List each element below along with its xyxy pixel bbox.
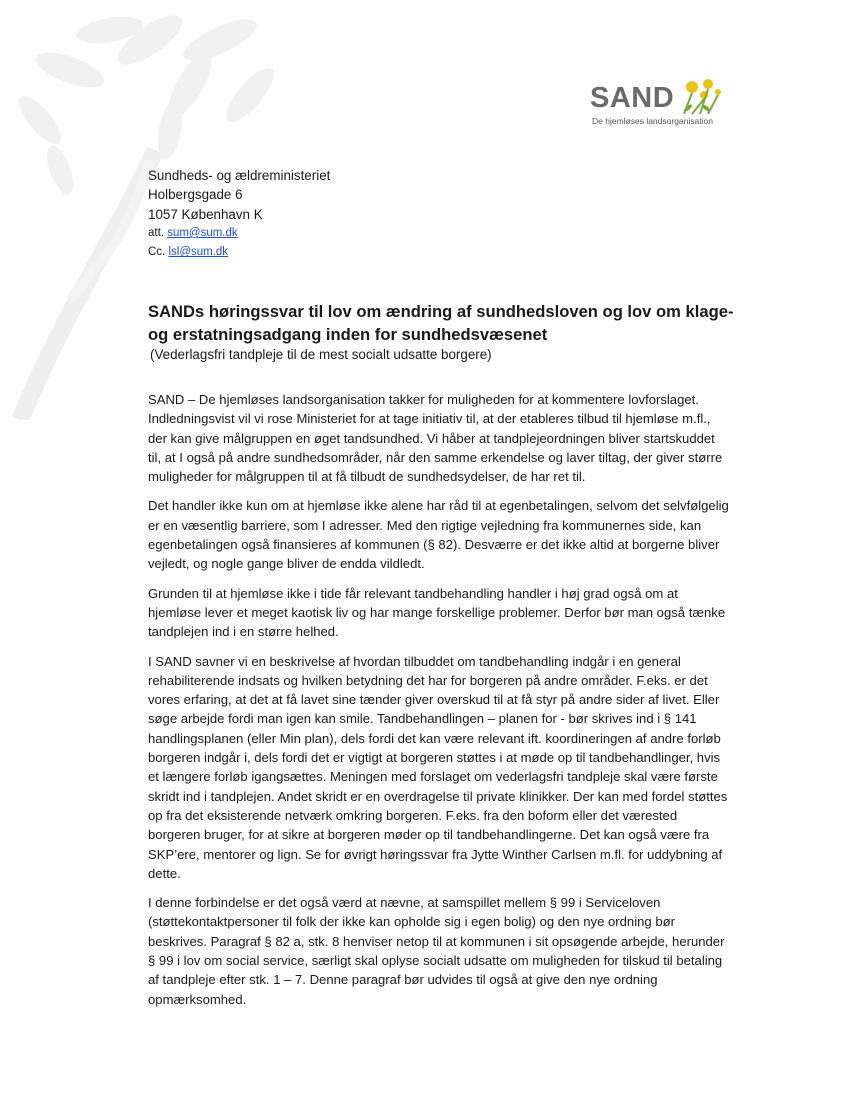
letter-body [148,390,730,1019]
cc-label: Cc. [148,246,166,259]
body-paragraph: SAND – De hjemløses landsorganisation takker for muligheden for at kommentere lovforslaget. Indledningsvist vil vi rose Ministeriet for at tage initiativ til, at der etableres tilbud til hjemløse m.fl., der kan give målgruppen en øget tandsundhed. Vi håber at tandplejeordningen bliver startskuddet til, at I også på andre sundhedsområder, når den samme erkendelse og laver tiltag, der giver større muligheder for målgruppen til at få tilbudt de sundhedsydelser, de har ret til. [148,392,723,485]
body-paragraph: Grunden til at hjemløse ikke i tide får relevant tandbehandling handler i høj grad også om at hjemløse lever et meget kaotisk liv og har mange forskellige problemer. Derfor bør man også tænke tandplejen ind i en større helhed. [148,585,726,640]
body-paragraph: Det handler ikke kun om at hjemløse ikke alene har råd til at egenbetalingen, selvom det selvfølgelig er en væsentlig barriere, som I adresser. Med den rigtige vejledning fra kommunernes side, kan egenbetalingen også finansieres af kommunen (§ 82). Desværre er det ikke altid at borgerne bliver vejledt, og nogle gange bliver de endda vildledt. [148,498,729,572]
cc-line [148,243,330,262]
logo-wordmark: SAND [590,82,675,114]
document-subtitle: (Vederlagsfri tandpleje til de mest socialt udsatte borgere) [150,347,492,362]
document-title: SANDs høringssvar til lov om ændring af sundhedsloven og lov om klage- og erstatningsadgang inden for sundhedsvæsenet [148,302,734,344]
sand-logo [590,78,740,134]
body-paragraph: I denne forbindelse er det også værd at nævne, at samspillet mellem § 99 i Serviceloven (støttekontaktpersoner til folk der ikke kan opholde sig i egen bolig) og den nye ordning bør beskrives. Paragraf § 82 a, stk. 8 henviser netop til at kommunen i sit opsøgende arbejde, herunder § 99 i lov om social service, særligt skal oplyse socialt udsatte om muligheden for tilskud til betaling af tandpleje efter stk. 1 – 7. Denne paragraf bør udvides til også at give den nye ordning opmærksomhed. [148,895,725,1007]
body-paragraph: I SAND savner vi en beskrivelse af hvordan tilbuddet om tandbehandling indgår i en general rehabiliterende indsats og hvilken betydning det har for borgeren på andre områder. F.eks. er det vores erfaring, at det at få lavet sine tænder giver overskud til at få styr på andre sider af livet. Eller søge arbejde fordi man igen kan smile. Tandbehandlingen – planen for - bør skrives ind i § 141 handlingsplanen (eller Min plan), dels fordi det kan være relevant ift. koordineringen af andre forløb borgeren indgår i, dels fordi det er vigtigt at borgeren støttes i at møde op til tandbehandlinger, hvis et længere forløb igangsættes. Meningen med forslaget om vederlagsfri tandpleje skal være første skridt ind i tandplejen. Andet skridt er en overdragelse til private klinikker. Der kan med fordel støttes op fra det eksisterende netværk omkring borgeren. F.eks. fra den boform eller det værested borgeren bruger, for at sikre at borgeren møder op til tandbehandlingerne. Det kan også være fra SKP’ere, mentorer og lign. Se for øvrigt høringssvar fra Jytte Winther Carlsen m.fl. for uddybning af dette. [148,653,728,881]
cc-email-link[interactable]: lsl@sum.dk [168,246,229,259]
dandelion-icon [678,78,726,118]
att-label: att. [148,226,164,239]
att-line [148,224,330,243]
recipient-line: Holbergsgade 6 [148,187,243,203]
recipient-line: 1057 København K [148,206,263,222]
logo-tagline: De hjemløses landsorganisation [592,116,713,126]
recipient-line: Sundheds- og ældreministeriet [148,168,331,183]
recipient-address [148,166,330,262]
att-email-link[interactable]: sum@sum.dk [167,226,238,239]
